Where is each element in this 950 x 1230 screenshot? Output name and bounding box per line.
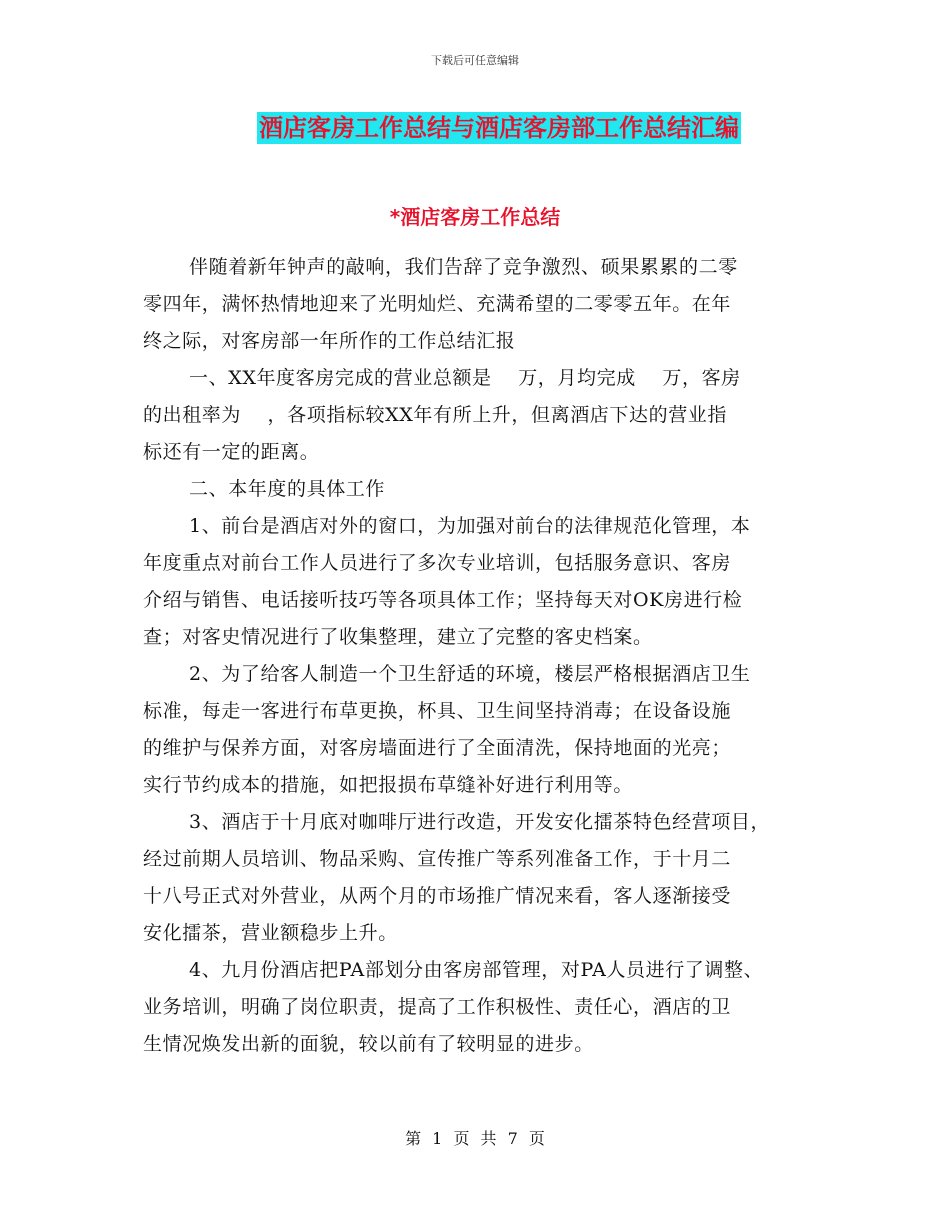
page-footer: 第 1 页 共 7 页 [405,1129,545,1148]
text-line: 查；对客史情况进行了收集整理，建立了完整的客史档案。 [143,626,653,648]
text-line: 十八号正式对外营业，从两个月的市场推广情况来看，客人逐渐接受 [143,885,732,907]
text-line: 伴随着新年钟声的敲响，我们告辞了竞争激烈、硕果累累的二零 [189,256,738,278]
paragraph-1 [143,249,811,360]
text-line: 实行节约成本的措施，如把报损布草缝补好进行利用等。 [143,774,634,796]
text-line: 业务培训，明确了岗位职责，提高了工作积极性、责任心，酒店的卫 [143,996,732,1018]
text-line: 二、本年度的具体工作 [189,478,386,500]
paragraph-2 [143,360,811,471]
text-line: 一、XX年度客房完成的营业总额是 万，月均完成 万，客房 [189,367,741,389]
paragraph-3 [143,471,811,508]
text-line: 4、九月份酒店把PA部划分由客房部管理，对PA人员进行了调整、 [189,959,764,981]
text-line: 安化擂茶，营业额稳步上升。 [143,922,398,944]
paragraph-7 [143,952,811,1063]
text-line: 1、前台是酒店对外的窗口，为加强对前台的法律规范化管理，本 [189,515,751,537]
section-title: *酒店客房工作总结 [389,205,561,229]
paragraph-5 [143,656,811,804]
text-line: 终之际，对客房部一年所作的工作总结汇报 [143,330,516,352]
text-line: 的维护与保养方面，对客房墙面进行了全面清洗，保持地面的光亮； [143,737,732,759]
text-line: 经过前期人员培训、物品采购、宣传推广等系列准备工作，于十月二 [143,848,732,870]
document-title-text: 酒店客房工作总结与酒店客房部工作总结汇编 [259,114,739,142]
paragraph-4 [143,508,811,656]
text-line: 标还有一定的距离。 [143,441,320,463]
document-title [0,112,950,144]
header-note: 下载后可任意编辑 [431,54,519,67]
body-text [143,249,811,1063]
text-line: 的出租率为 ，各项指标较XX年有所上升，但离酒店下达的营业指 [143,404,728,426]
text-line: 生情况焕发出新的面貌，较以前有了较明显的进步。 [143,1033,594,1055]
text-line: 标准，每走一客进行布草更换，杯具、卫生间坚持消毒；在设备设施 [143,700,732,722]
text-line: 3、酒店于十月底对咖啡厅进行改造，开发安化擂茶特色经营项目， [189,811,771,833]
paragraph-6 [143,804,811,952]
text-line: 零四年，满怀热情地迎来了光明灿烂、充满希望的二零零五年。在年 [143,293,732,315]
text-line: 年度重点对前台工作人员进行了多次专业培训，包括服务意识、客房 [143,552,732,574]
text-line: 介绍与销售、电话接听技巧等各项具体工作；坚持每天对OK房进行检 [143,589,743,611]
text-line: 2、为了给客人制造一个卫生舒适的环境，楼层严格根据酒店卫生 [189,663,751,685]
